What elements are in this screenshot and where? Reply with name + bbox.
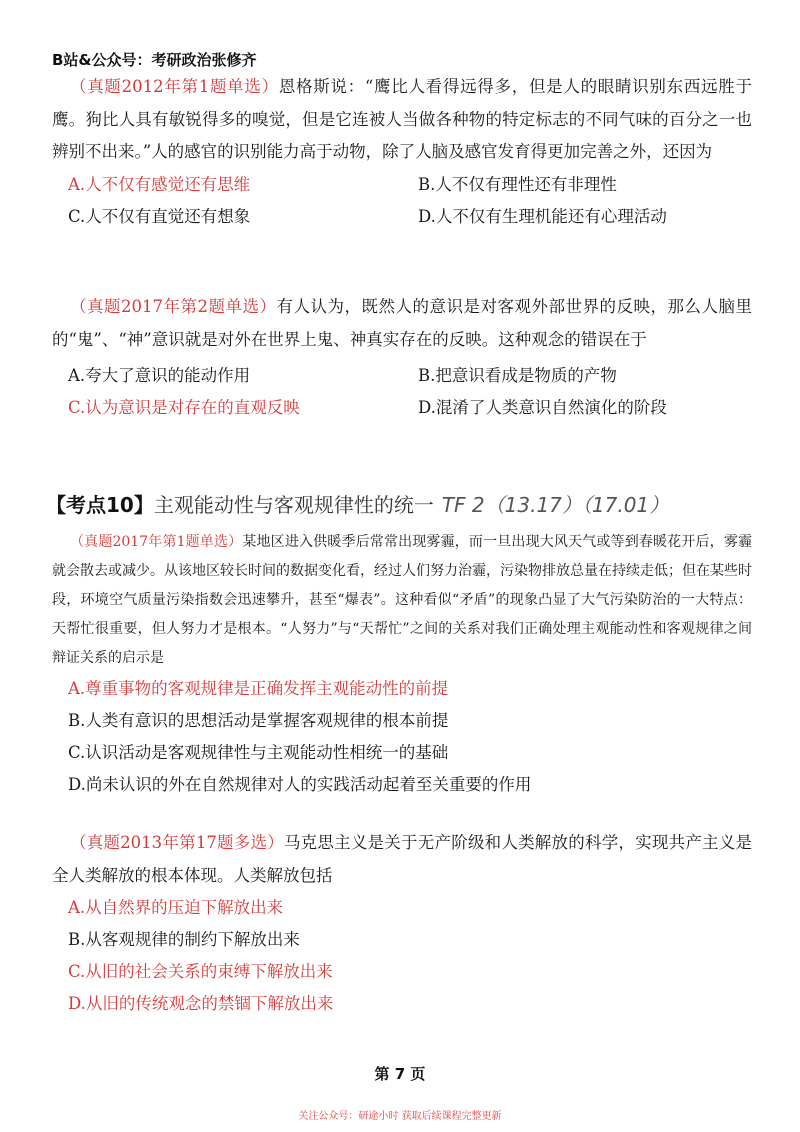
option-b: B.人不仅有理性还有非理性 <box>418 174 617 194</box>
page-header: B站&公众号：考研政治张修齐 <box>52 51 257 69</box>
option-d: D.人不仅有生理机能还有心理活动 <box>418 206 667 226</box>
question-block <box>52 291 752 424</box>
section-tag: 【考点10】 <box>46 493 154 517</box>
question-block <box>52 71 752 233</box>
question-block <box>52 827 752 1020</box>
option-b: B.人类有意识的思想活动是掌握客观规律的根本前提 <box>68 711 449 730</box>
option-b: B.把意识看成是物质的产物 <box>418 366 617 385</box>
option-b: B.从客观规律的制约下解放出来 <box>68 930 300 949</box>
option-a: A.夸大了意识的能动作用 <box>68 366 251 385</box>
option-a: A.人不仅有感觉还有思维 <box>68 174 251 194</box>
option-c: C.从旧的社会关系的束缚下解放出来 <box>68 962 333 981</box>
question-source: （真题2017年第2题单选） <box>70 297 277 316</box>
question-stem <box>52 528 752 673</box>
question-text: 马克思主义是关于无产阶级和人类解放的科学，实现共产主义是全人类解放的根本体现。人类解放包括 <box>52 833 752 885</box>
section-stats: TF 2（13.17）（17.01） <box>441 493 670 517</box>
question-text: 有人认为，既然人的意识是对客观外部世界的反映，那么人脑里的“鬼”、“神”意识就是对外在世界上鬼、神真实存在的反映。这种观念的错误在于 <box>52 297 752 349</box>
question-stem <box>52 827 752 892</box>
option-c: C.认识活动是客观规律性与主观能动性相统一的基础 <box>68 743 449 762</box>
option-d: D.混淆了人类意识自然演化的阶段 <box>418 398 667 417</box>
question-text: 恩格斯说：“鹰比人看得远得多，但是人的眼睛识别东西远胜于鹰。狗比人具有敏锐得多的嗅觉，但是它连被人当做各种物的特定标志的不同气味的百分之一也辨别不出来。”人的感官的识别能力高于动物，除了人脑及感官发育得更加完善之外，还因为 <box>52 77 752 161</box>
question-stem <box>52 291 752 356</box>
section-title: 主观能动性与客观规律性的统一 <box>153 493 434 517</box>
page-number: 第 7 页 <box>374 1065 426 1083</box>
question-stem <box>52 71 752 169</box>
option-d: D.从旧的传统观念的禁锢下解放出来 <box>68 994 334 1013</box>
question-source: （真题2017年第1题单选） <box>70 534 243 550</box>
option-d: D.尚未认识的外在自然规律对人的实践活动起着至关重要的作用 <box>68 775 532 794</box>
question-block <box>52 528 752 801</box>
option-a: A.从自然界的压迫下解放出来 <box>68 898 284 917</box>
option-a: A.尊重事物的客观规律是正确发挥主观能动性的前提 <box>68 679 449 698</box>
option-c: C.人不仅有直觉还有想象 <box>68 206 251 226</box>
footer-note: 关注公众号：研途小时 获取后续课程完整更新 <box>298 1111 502 1122</box>
option-c: C.认为意识是对存在的直观反映 <box>68 398 300 417</box>
question-source: （真题2012年第1题单选） <box>70 77 279 96</box>
question-source: （真题2013年第17题多选） <box>70 833 284 852</box>
section-heading <box>46 489 756 518</box>
question-text: 某地区进入供暖季后常常出现雾霾，而一旦出现大风天气或等到春暖花开后，雾霾就会散去或减少。从该地区较长时间的数据变化看，经过人们努力治霾，污染物排放总量在持续走低；但在某些时段，环境空气质量污染指数会迅速攀升，甚至“爆表”。这种看似“矛盾”的现象凸显了大气污染防治的一大特点：天帮忙很重要，但人努力才是根本。“人努力”与“天帮忙”之间的关系对我们正确处理主观能动性和客观规律之间辩证关系的启示是 <box>52 534 752 666</box>
